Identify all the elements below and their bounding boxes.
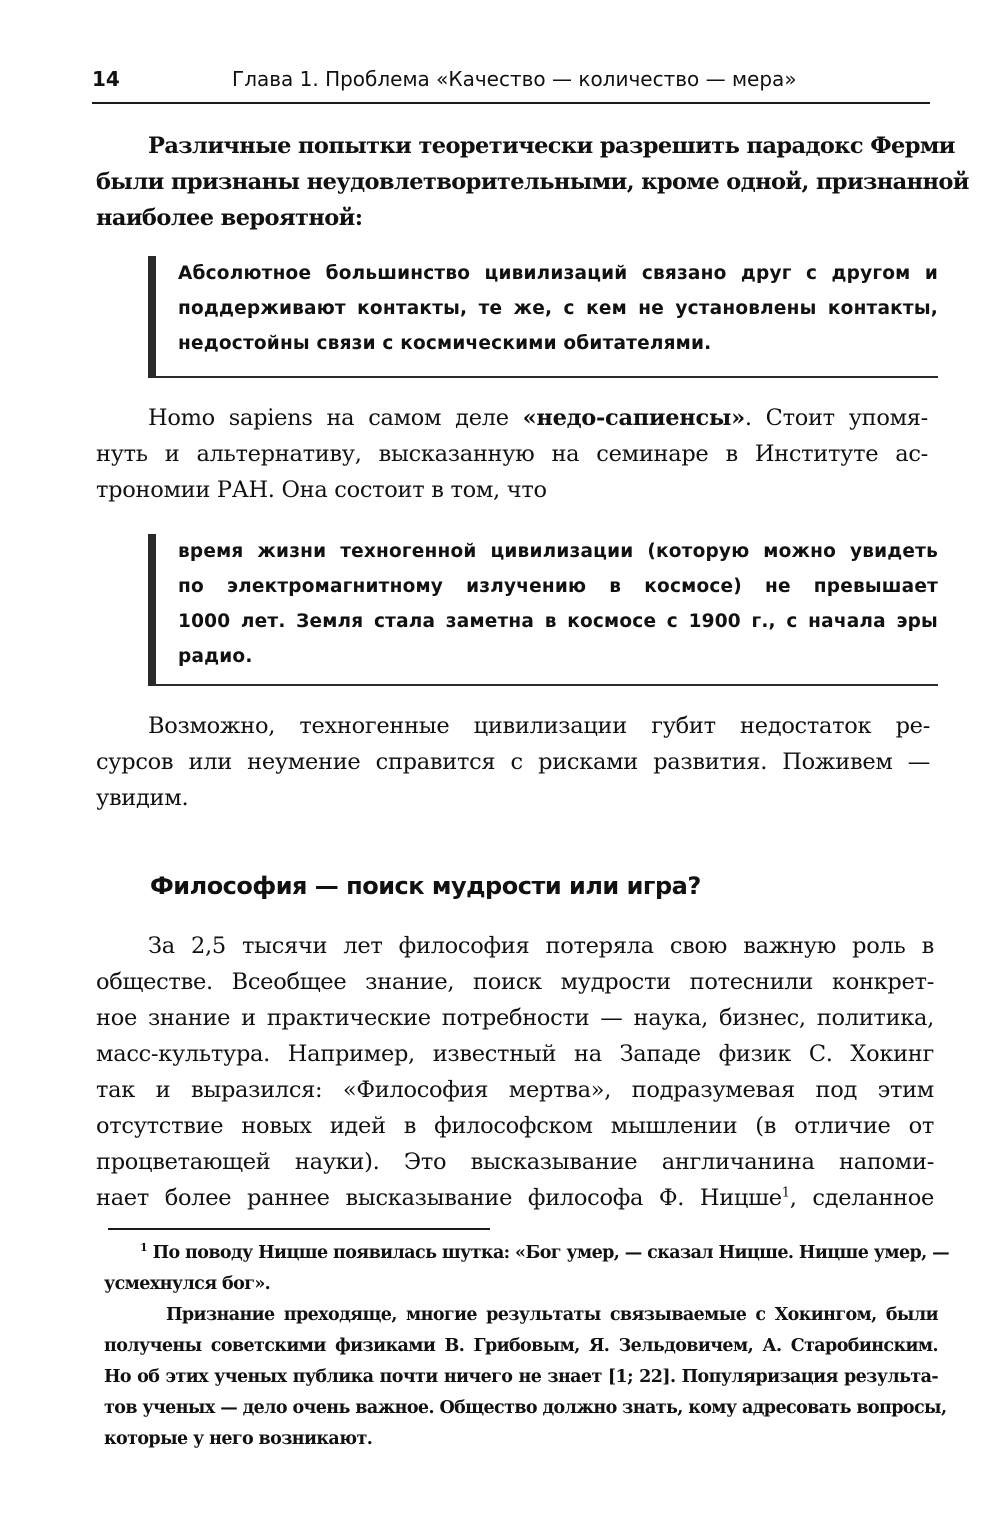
callout-line: недостойны связи с космическими обитателями. bbox=[178, 333, 712, 354]
footnote-line bbox=[104, 1238, 950, 1269]
running-header bbox=[92, 62, 930, 104]
text-line: Различные попытки теоретически разрешить парадокс Ферми bbox=[148, 133, 955, 159]
paragraph-fermi-paradox bbox=[96, 128, 969, 236]
page-number: 14 bbox=[92, 67, 120, 91]
text-line: трономии РАН. Она состоит в том, что bbox=[96, 477, 547, 503]
text-line: отсутствие новых идей в философском мышлении (в отличие от bbox=[96, 1113, 934, 1139]
text-line: масс-культура. Например, известный на Западе физик С. Хокинг bbox=[96, 1041, 934, 1067]
paragraph-philosophy bbox=[96, 928, 934, 1216]
footnote-line: Но об этих ученых публика почти ничего не знает [1; 22]. Популяризация результа- bbox=[104, 1367, 938, 1387]
callout-line: Абсолютное большинство цивилизаций связано друг с другом и bbox=[178, 263, 938, 284]
text-line: ное знание и практические потребности — наука, бизнес, политика, bbox=[96, 1005, 934, 1031]
callout-line: по электромагнитному излучению в космосе) не превышает bbox=[178, 576, 938, 597]
callout-quote-1 bbox=[148, 256, 938, 378]
text-line bbox=[96, 400, 928, 436]
section-heading: Философия — поиск мудрости или игра? bbox=[150, 872, 701, 900]
paragraph-homo-sapiens bbox=[96, 400, 928, 508]
footnote-divider bbox=[108, 1228, 490, 1230]
chapter-title: Глава 1. Проблема «Качество — количество — мера» bbox=[232, 67, 797, 91]
text-line: Возможно, техногенные цивилизации губит недостаток ре- bbox=[148, 713, 930, 739]
callout-quote-2 bbox=[148, 534, 938, 686]
text-run: нает более раннее высказывание философа Ф. Ницше bbox=[96, 1185, 782, 1211]
text-line: сурсов или неумение справится с рисками развития. Поживем — bbox=[96, 749, 930, 775]
text-line: процветающей науки). Это высказывание англичанина напоми- bbox=[96, 1149, 934, 1175]
text-line: так и выразился: «Философия мертва», подразумевая под этим bbox=[96, 1077, 934, 1103]
footnote-line: получены советскими физиками В. Грибовым, Я. Зельдовичем, А. Старобинским. bbox=[104, 1336, 938, 1356]
footnotes bbox=[104, 1238, 950, 1455]
footnote-mark: 1 bbox=[140, 1241, 148, 1255]
callout-line: поддерживают контакты, те же, с кем не установлены контакты, bbox=[178, 298, 938, 319]
text-line: были признаны неудовлетворительными, кроме одной, признанной bbox=[96, 169, 969, 195]
paragraph-technogenic bbox=[96, 708, 930, 816]
footnote-line: тов ученых — дело очень важное. Общество должно знать, кому адресовать вопросы, bbox=[104, 1398, 947, 1418]
callout-line: время жизни техногенной цивилизации (которую можно увидеть bbox=[178, 541, 938, 562]
footnote-reference[interactable]: 1 bbox=[781, 1185, 790, 1201]
text-run: Homo sapiens на самом деле bbox=[148, 405, 523, 431]
text-run: . Стоит упомя- bbox=[744, 405, 928, 431]
text-line: нуть и альтернативу, высказанную на семинаре в Институте ас- bbox=[96, 441, 928, 467]
text-line: обществе. Всеобщее знание, поиск мудрости потеснили конкрет- bbox=[96, 969, 934, 995]
text-line: увидим. bbox=[96, 785, 189, 811]
text-line: За 2,5 тысячи лет философия потеряла свою важную роль в bbox=[148, 933, 934, 959]
text-line bbox=[96, 1180, 934, 1216]
callout-line: радио. bbox=[178, 646, 253, 667]
text-run: , сделанное bbox=[789, 1185, 934, 1211]
footnote-line: которые у него возникают. bbox=[104, 1429, 373, 1449]
text-run: По поводу Ницше появилась шутка: «Бог умер, — сказал Ницше. Ницше умер, — bbox=[152, 1243, 950, 1263]
footnote-line: усмехнулся бог». bbox=[104, 1274, 271, 1294]
emphasis-text: «недо-сапиенсы» bbox=[522, 405, 745, 431]
callout-line: 1000 лет. Земля стала заметна в космосе с 1900 г., с начала эры bbox=[178, 611, 938, 632]
footnote-line: Признание преходяще, многие результаты связываемые с Хокингом, были bbox=[166, 1305, 938, 1325]
text-line: наиболее вероятной: bbox=[96, 205, 363, 231]
